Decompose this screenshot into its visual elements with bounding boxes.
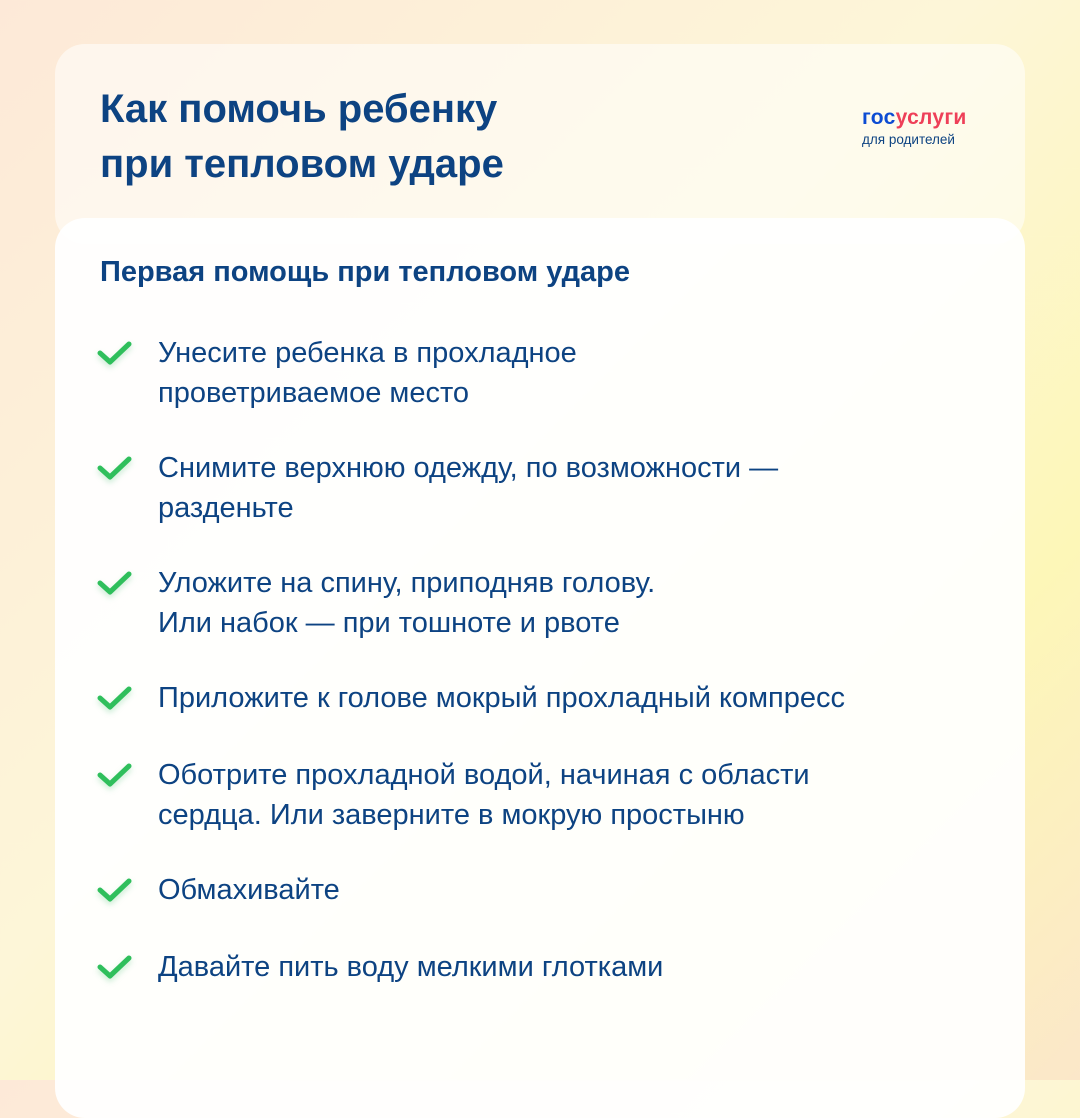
list-item-text <box>158 678 988 718</box>
title-line-2: при тепловом ударе <box>100 142 504 186</box>
list-item <box>96 448 988 528</box>
checkmark-icon <box>96 761 136 791</box>
list-item <box>96 563 988 643</box>
list-item <box>96 678 988 718</box>
list-item <box>96 870 988 910</box>
logo-part-uslugi: услуги <box>895 106 967 129</box>
list-item-text <box>158 947 988 987</box>
item-line-1: Обмахивайте <box>158 874 340 906</box>
checkmark-icon <box>96 876 136 906</box>
gosuslugi-logo <box>862 107 967 147</box>
checkmark-icon <box>96 454 136 484</box>
item-line-2: Или набок — при тошноте и рвоте <box>158 607 620 639</box>
list-item <box>96 947 988 987</box>
list-item-text <box>158 870 988 910</box>
item-line-2: разденьте <box>158 492 294 524</box>
item-line-1: Снимите верхнюю одежду, по возможности — <box>158 452 779 484</box>
item-line-2: проветриваемое место <box>158 377 470 409</box>
list-item <box>96 755 988 835</box>
checkmark-icon <box>96 569 136 599</box>
item-line-1: Приложите к голове мокрый прохладный компресс <box>158 682 846 714</box>
item-line-1: Давайте пить воду мелкими глотками <box>158 951 664 983</box>
checkmark-icon <box>96 684 136 714</box>
title-line-1: Как помочь ребенку <box>100 87 498 131</box>
logo-subtitle: для родителей <box>862 132 955 147</box>
list-item <box>96 333 988 413</box>
section-heading: Первая помощь при тепловом ударе <box>100 256 631 288</box>
logo-part-gos: гос <box>862 106 896 129</box>
checkmark-icon <box>96 339 136 369</box>
list-item-text <box>158 448 988 528</box>
page-title <box>100 82 504 192</box>
item-line-1: Оботрите прохладной водой, начиная с области <box>158 759 810 791</box>
item-line-1: Унесите ребенка в прохладное <box>158 337 577 369</box>
item-line-2: сердца. Или заверните в мокрую простыню <box>158 799 745 831</box>
list-item-text <box>158 333 988 413</box>
list-item-text <box>158 563 988 643</box>
item-line-1: Уложите на спину, приподняв голову. <box>158 567 656 599</box>
checkmark-icon <box>96 953 136 983</box>
list-item-text <box>158 755 988 835</box>
